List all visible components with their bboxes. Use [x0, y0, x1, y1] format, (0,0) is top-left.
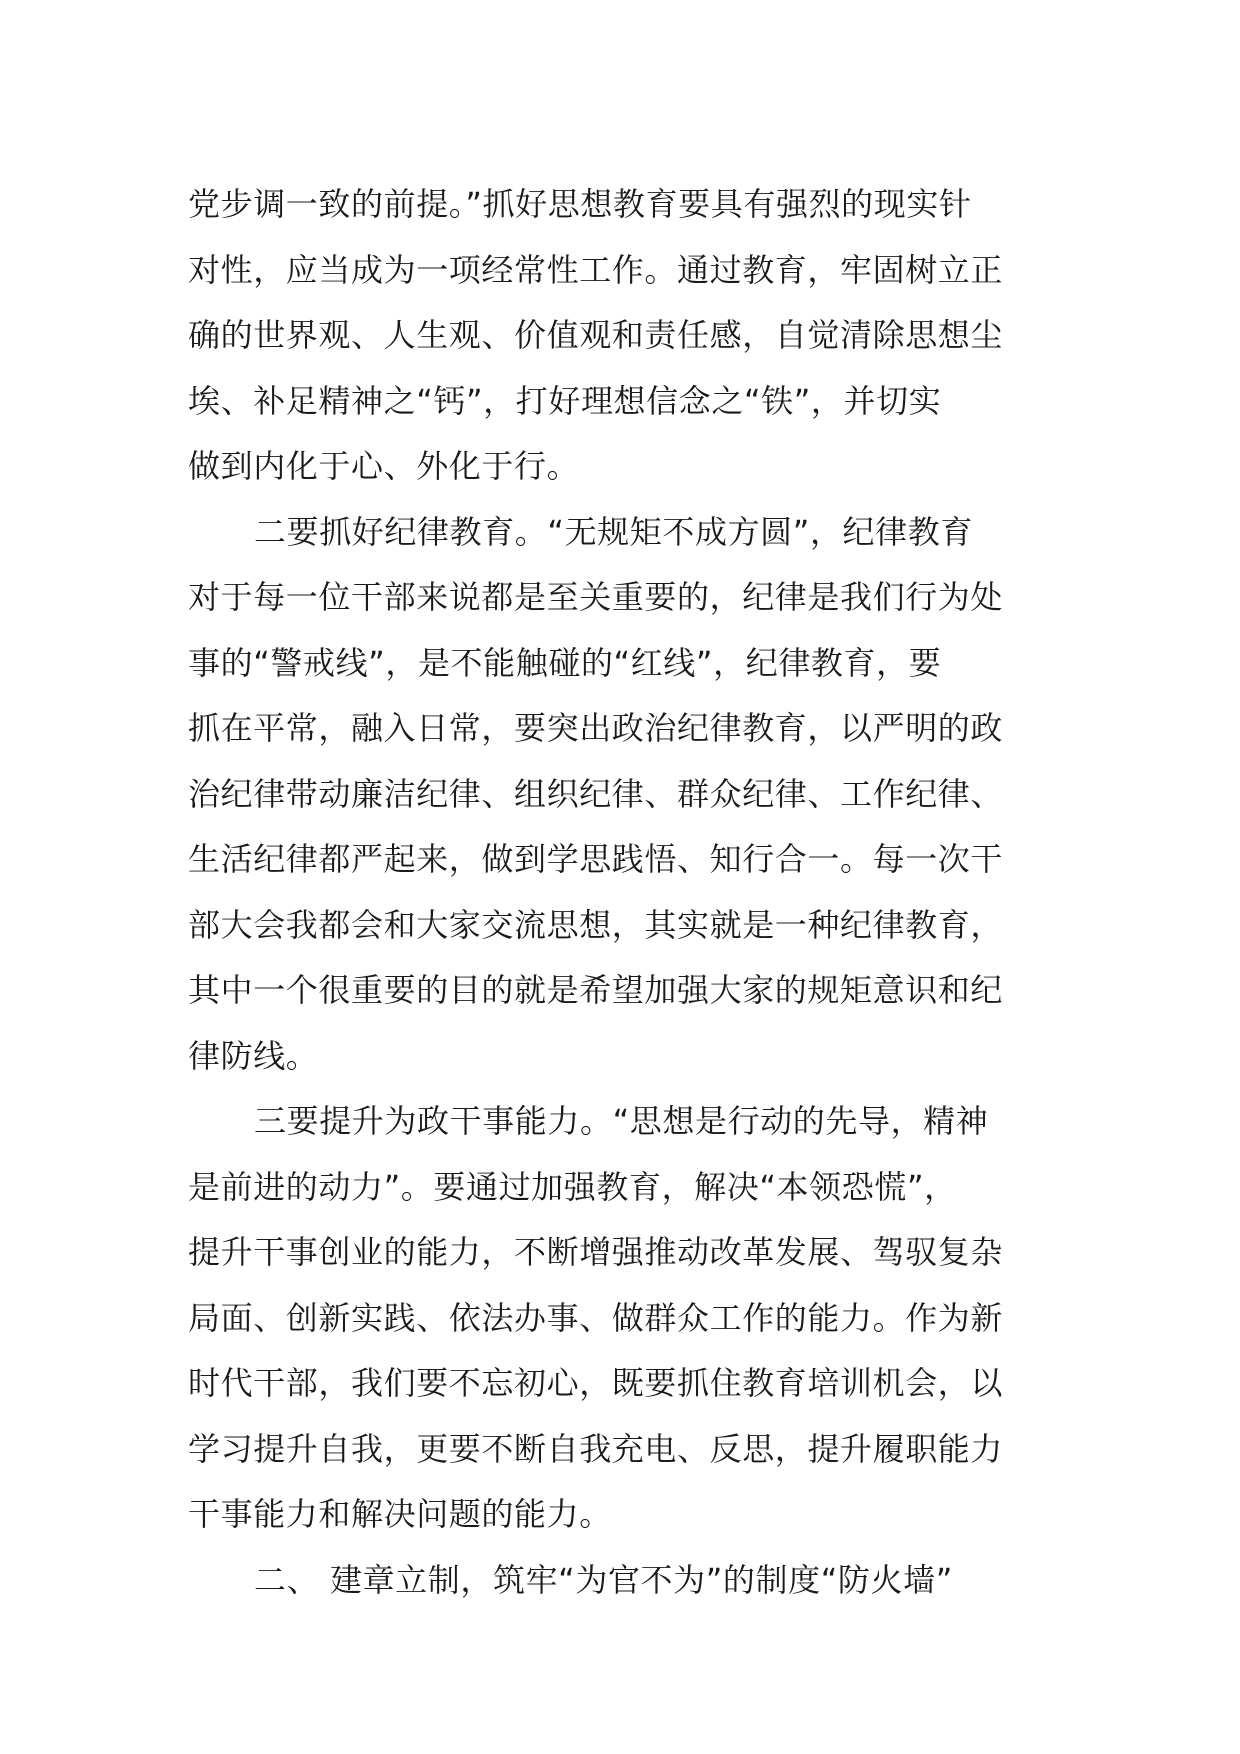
section-heading: 二、 建章立制，筑牢“为官不为”的制度“防火墙”: [254, 1560, 953, 1599]
document-body: [188, 172, 1060, 1613]
paragraph-discipline-education: 二要抓好纪律教育。“无规矩不成方圆”，纪律教育 对于每一位干部来说都是至关重要的，纪律是我们行为处 事的“警戒线”，是不能触碰的“红线”，纪律教育，要 抓在平常，融入日常，要突出政治纪律教育，以严明的政 治纪律带动廉洁纪律、组织纪律、群众纪律、工作纪律、 生活纪律都严起来，做到学思践悟、知行合一。每一次干 部大会我都会和大家交流思想，其实就是一种纪律教育， 其中一个很重要的目的就是希望加强大家的规矩意识和纪 律防线。: [188, 512, 1004, 1075]
paragraph-capability: 三要提升为政干事能力。“思想是行动的先导，精神 是前进的动力”。要通过加强教育，解决“本领恐慌”， 提升干事创业的能力，不断增强推动改革发展、驾驭复杂 局面、创新实践、依法办事、做群众工作的能力。作为新 时代干部，我们要不忘初心，既要抓住教育培训机会，以 学习提升自我，更要不断自我充电、反思，提升履职能力 干事能力和解决问题的能力。: [188, 1102, 1004, 1533]
paragraph-continuation: 党步调一致的前提。”抓好思想教育要具有强烈的现实针 对性，应当成为一项经常性工作。通过教育，牢固树立正 确的世界观、人生观、价值观和责任感，自觉清除思想尘 埃、补足精神之“钙”，打好理想信念之“铁”，并切实 做到内化于心、外化于行。: [188, 185, 1004, 485]
